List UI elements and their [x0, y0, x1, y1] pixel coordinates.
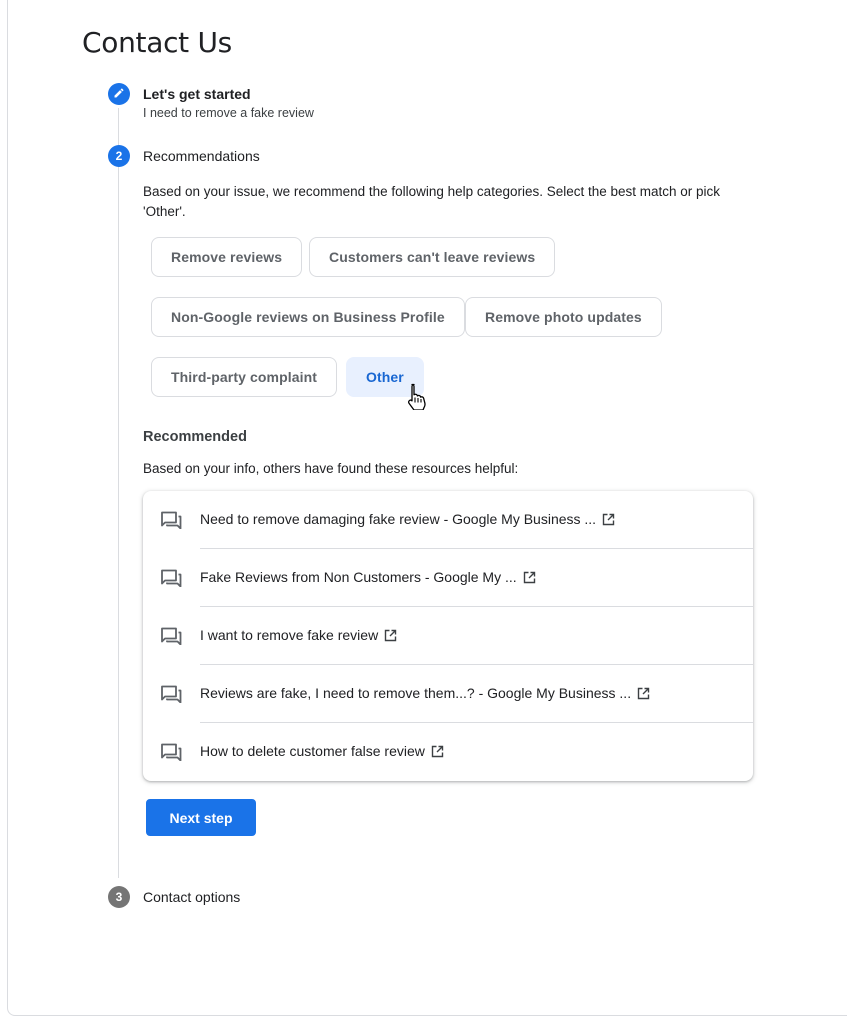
forum-icon — [160, 627, 182, 650]
recommended-heading: Recommended — [143, 429, 247, 445]
open-in-new-icon — [384, 629, 397, 642]
forum-icon — [160, 569, 182, 592]
resource-link-text[interactable]: Need to remove damaging fake review - Google My Business ... — [200, 511, 597, 527]
resource-link-text[interactable]: How to delete customer false review — [200, 743, 425, 759]
resource-link-text[interactable]: Reviews are fake, I need to remove them...? - Google My Business ... — [200, 685, 632, 701]
chip-remove-photo-updates[interactable]: Remove photo updates — [465, 297, 662, 337]
resource-item[interactable] — [143, 607, 753, 665]
chip-non-google-reviews[interactable]: Non-Google reviews on Business Profile — [151, 297, 465, 337]
hand-cursor-icon — [405, 382, 429, 415]
step-3-badge: 3 — [108, 886, 130, 908]
chip-third-party-complaint[interactable]: Third-party complaint — [151, 357, 337, 397]
pencil-icon — [113, 87, 125, 102]
chip-remove-reviews[interactable]: Remove reviews — [151, 237, 302, 277]
step-3-title: Contact options — [143, 889, 241, 905]
step-2-badge: 2 — [108, 145, 130, 167]
chip-customers-cant-leave-reviews[interactable]: Customers can't leave reviews — [309, 237, 555, 277]
step-1-title[interactable]: Let's get started — [143, 86, 251, 102]
open-in-new-icon — [637, 687, 650, 700]
open-in-new-icon — [431, 745, 444, 758]
step-1-summary: I need to remove a fake review — [143, 106, 314, 120]
stepper-line — [118, 108, 119, 878]
resource-item[interactable] — [143, 665, 753, 723]
resource-item[interactable] — [143, 723, 753, 781]
chip-other[interactable]: Other — [346, 357, 424, 397]
forum-icon — [160, 511, 182, 534]
next-step-button[interactable]: Next step — [146, 799, 256, 836]
step-1-badge — [108, 83, 130, 105]
page-title: Contact Us — [82, 26, 232, 59]
open-in-new-icon — [523, 571, 536, 584]
resources-list — [143, 491, 753, 781]
forum-icon — [160, 685, 182, 708]
recommendations-intro: Based on your issue, we recommend the following help categories. Select the best match or pick 'Other'. — [143, 184, 721, 219]
resource-item[interactable] — [143, 549, 753, 607]
resource-link-text[interactable]: I want to remove fake review — [200, 627, 379, 643]
forum-icon — [160, 743, 182, 766]
resource-item[interactable] — [143, 491, 753, 549]
open-in-new-icon — [602, 513, 615, 526]
step-2-title: Recommendations — [143, 148, 260, 164]
recommended-description: Based on your info, others have found these resources helpful: — [143, 461, 519, 476]
resource-link-text[interactable]: Fake Reviews from Non Customers - Google My ... — [200, 569, 517, 585]
